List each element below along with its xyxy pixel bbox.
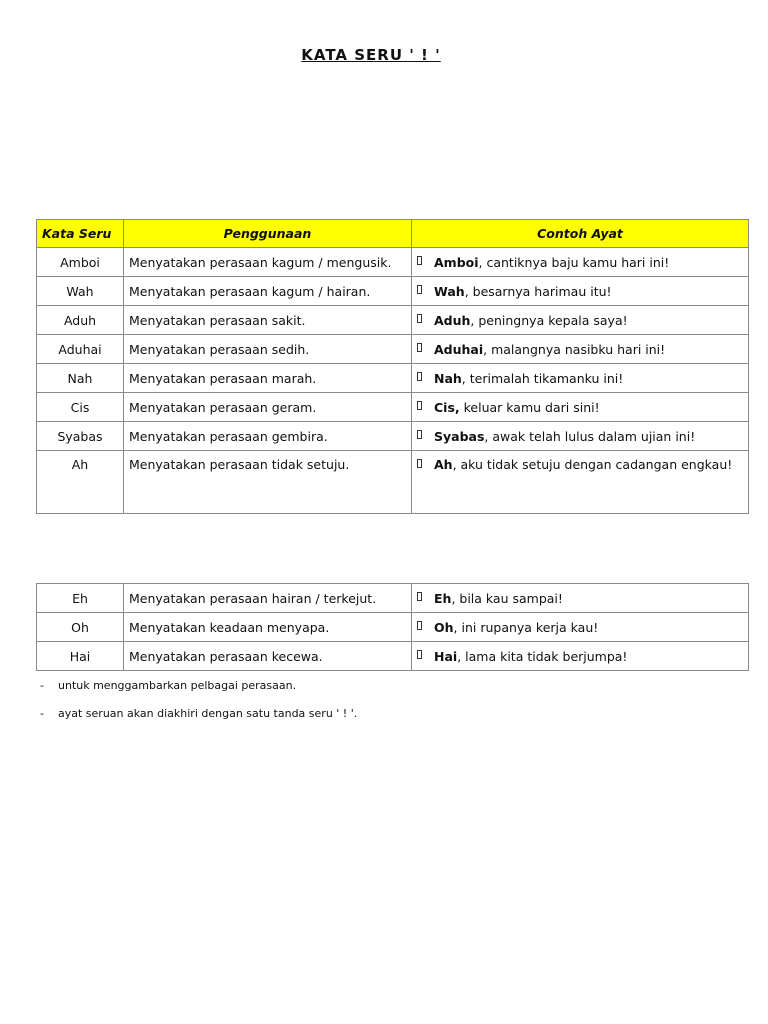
example-word: Syabas bbox=[434, 428, 485, 444]
bullet-icon bbox=[417, 621, 422, 630]
example-text: , ini rupanya kerja kau! bbox=[453, 619, 599, 635]
example-cell bbox=[412, 306, 749, 335]
example-word: Cis, bbox=[434, 399, 460, 415]
table-row bbox=[37, 613, 749, 642]
header-contoh-ayat: Contoh Ayat bbox=[412, 220, 749, 248]
bullet-icon bbox=[417, 285, 422, 294]
note-text: untuk menggambarkan pelbagai perasaan. bbox=[58, 679, 297, 692]
table-row bbox=[37, 422, 749, 451]
header-kata-seru: Kata Seru bbox=[37, 220, 124, 248]
word-cell: Amboi bbox=[37, 248, 124, 277]
usage-cell: Menyatakan perasaan kagum / mengusik. bbox=[124, 248, 412, 277]
table-row bbox=[37, 335, 749, 364]
note-dash: - bbox=[40, 707, 44, 720]
usage-cell: Menyatakan keadaan menyapa. bbox=[124, 613, 412, 642]
bullet-icon bbox=[417, 256, 422, 265]
interjection-table-2 bbox=[36, 583, 749, 671]
example-cell bbox=[412, 584, 749, 613]
example-cell bbox=[412, 422, 749, 451]
example-text: , cantiknya baju kamu hari ini! bbox=[478, 254, 670, 270]
bullet-icon bbox=[417, 650, 422, 659]
example-word: Ah bbox=[434, 457, 453, 472]
example-text: , bila kau sampai! bbox=[451, 590, 563, 606]
usage-cell: Menyatakan perasaan hairan / terkejut. bbox=[124, 584, 412, 613]
table-row bbox=[37, 306, 749, 335]
example-cell bbox=[412, 277, 749, 306]
example-word: Hai bbox=[434, 648, 458, 664]
usage-cell: Menyatakan perasaan gembira. bbox=[124, 422, 412, 451]
example-cell bbox=[412, 451, 749, 514]
note-text: ayat seruan akan diakhiri dengan satu tanda seru ' ! '. bbox=[58, 707, 358, 720]
note-1 bbox=[40, 679, 296, 692]
table-row bbox=[37, 584, 749, 613]
word-cell: Hai bbox=[37, 642, 124, 671]
word-cell: Ah bbox=[37, 451, 124, 514]
example-word: Amboi bbox=[434, 254, 479, 270]
usage-cell: Menyatakan perasaan sedih. bbox=[124, 335, 412, 364]
usage-cell: Menyatakan perasaan sakit. bbox=[124, 306, 412, 335]
example-text: , malangnya nasibku hari ini! bbox=[483, 341, 666, 357]
example-word: Aduh bbox=[434, 312, 471, 328]
usage-cell: Menyatakan perasaan geram. bbox=[124, 393, 412, 422]
example-text: , peningnya kepala saya! bbox=[470, 312, 628, 328]
word-cell: Aduhai bbox=[37, 335, 124, 364]
bullet-icon bbox=[417, 459, 422, 468]
example-text: , terimalah tikamanku ini! bbox=[461, 370, 624, 386]
example-text: , awak telah lulus dalam ujian ini! bbox=[484, 428, 696, 444]
bullet-icon bbox=[417, 343, 422, 352]
note-dash: - bbox=[40, 679, 44, 692]
example-word: Oh bbox=[434, 619, 454, 635]
usage-cell: Menyatakan perasaan kagum / hairan. bbox=[124, 277, 412, 306]
word-cell: Nah bbox=[37, 364, 124, 393]
table-row bbox=[37, 364, 749, 393]
page-title: KATA SERU ' ! ' bbox=[301, 46, 441, 64]
example-cell bbox=[412, 335, 749, 364]
interjection-table-1 bbox=[36, 219, 749, 514]
word-cell: Wah bbox=[37, 277, 124, 306]
example-text: , aku tidak setuju dengan cadangan engkau! bbox=[452, 457, 733, 472]
usage-cell: Menyatakan perasaan tidak setuju. bbox=[124, 451, 412, 514]
table-row bbox=[37, 451, 749, 514]
example-cell bbox=[412, 364, 749, 393]
example-cell bbox=[412, 248, 749, 277]
bullet-icon bbox=[417, 401, 422, 410]
example-word: Eh bbox=[434, 590, 452, 606]
bullet-icon bbox=[417, 592, 422, 601]
word-cell: Eh bbox=[37, 584, 124, 613]
word-cell: Aduh bbox=[37, 306, 124, 335]
example-cell bbox=[412, 642, 749, 671]
example-text: keluar kamu dari sini! bbox=[459, 399, 600, 415]
word-cell: Syabas bbox=[37, 422, 124, 451]
bullet-icon bbox=[417, 372, 422, 381]
example-word: Wah bbox=[434, 283, 465, 299]
bullet-icon bbox=[417, 314, 422, 323]
table-row bbox=[37, 393, 749, 422]
usage-cell: Menyatakan perasaan marah. bbox=[124, 364, 412, 393]
example-word: Nah bbox=[434, 370, 462, 386]
example-text: , lama kita tidak berjumpa! bbox=[457, 648, 628, 664]
table-header-row bbox=[37, 220, 749, 248]
example-cell bbox=[412, 613, 749, 642]
table-row bbox=[37, 642, 749, 671]
note-2 bbox=[40, 707, 357, 720]
usage-cell: Menyatakan perasaan kecewa. bbox=[124, 642, 412, 671]
header-penggunaan: Penggunaan bbox=[124, 220, 412, 248]
example-cell bbox=[412, 393, 749, 422]
bullet-icon bbox=[417, 430, 422, 439]
example-text: , besarnya harimau itu! bbox=[464, 283, 612, 299]
example-word: Aduhai bbox=[434, 341, 484, 357]
word-cell: Oh bbox=[37, 613, 124, 642]
table-row bbox=[37, 248, 749, 277]
word-cell: Cis bbox=[37, 393, 124, 422]
table-row bbox=[37, 277, 749, 306]
